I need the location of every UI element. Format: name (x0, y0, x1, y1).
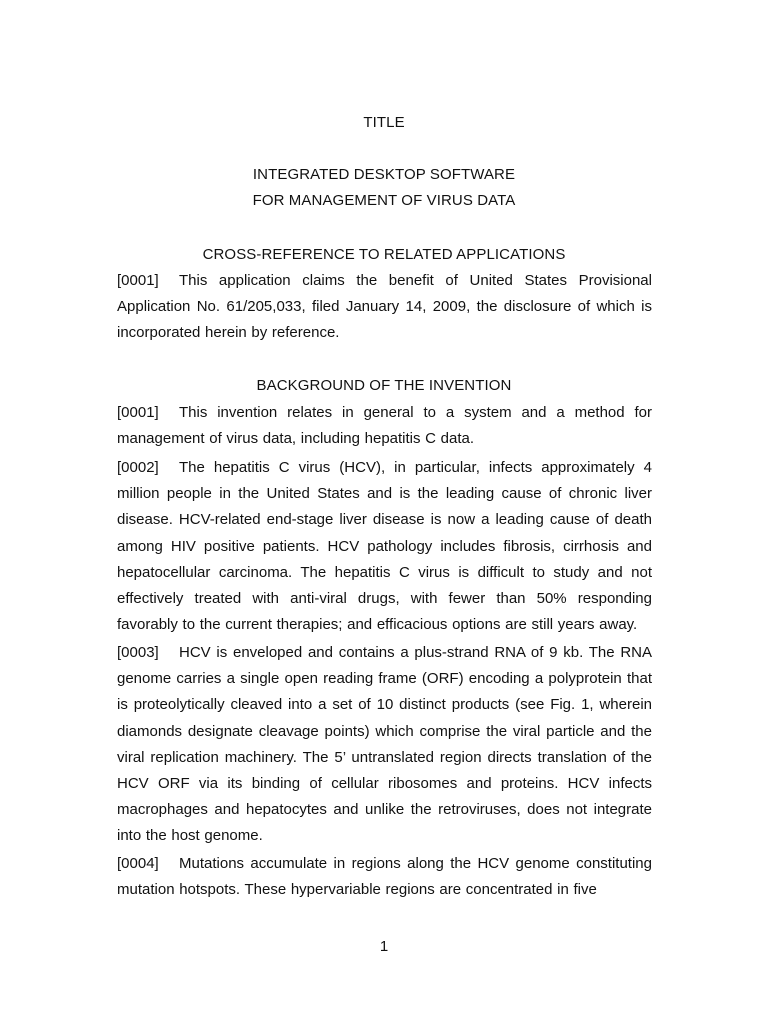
paragraph-text: Mutations accumulate in regions along the HCV genome constituting mutation hotspots. These hypervariable regions are concentrated in five (117, 855, 652, 899)
paragraph-background-0001 (117, 400, 652, 452)
paragraph-text: This application claims the benefit of United States Provisional Application No. 61/205,033, filed January 14, 2009, the disclosure of which is incorporated herein by reference. (117, 272, 652, 342)
document-heading: TITLE (363, 114, 405, 131)
paragraph-background-0002 (117, 455, 652, 638)
paragraph-text: The hepatitis C virus (HCV), in particular, infects approximately 4 million people in the United States and is the leading cause of chronic liver disease. HCV-related end-stage liver disease is now a leading cause of death among HIV positive patients. HCV pathology includes fibrosis, cirrhosis and hepatocellular carcinoma. The hepatitis C virus is difficult to study and not effectively treated with anti-viral drugs, with fewer than 50% responding favorably to the current therapies; and efficacious options are still years away. (117, 459, 652, 634)
background-heading: BACKGROUND OF THE INVENTION (256, 377, 512, 394)
title-line-2: FOR MANAGEMENT OF VIRUS DATA (252, 192, 516, 209)
paragraph-background-0004 (117, 851, 652, 903)
paragraph-number: [0001] (117, 272, 159, 289)
paragraph-number: [0003] (117, 644, 159, 661)
paragraph-text: This invention relates in general to a system and a method for management of virus data, including hepatitis C data. (117, 404, 652, 448)
paragraph-number: [0004] (117, 855, 159, 872)
paragraph-number: [0001] (117, 404, 159, 421)
title-line-1: INTEGRATED DESKTOP SOFTWARE (252, 166, 516, 183)
paragraph-cross-ref-0001 (117, 268, 652, 347)
paragraph-text: HCV is enveloped and contains a plus-strand RNA of 9 kb. The RNA genome carries a single open reading frame (ORF) encoding a polyprotein that is proteolytically cleaved into a set of 10 distinct products (see Fig. 1, wherein diamonds designate cleavage points) which comprise the viral particle and the viral replication machinery. The 5’ untranslated region directs translation of the HCV ORF via its binding of cellular ribosomes and proteins. HCV infects macrophages and hepatocytes and unlike the retroviruses, does not integrate into the host genome. (117, 644, 652, 845)
paragraph-number: [0002] (117, 459, 159, 476)
cross-reference-heading: CROSS-REFERENCE TO RELATED APPLICATIONS (202, 246, 566, 263)
page-number: 1 (379, 938, 389, 955)
paragraph-background-0003 (117, 640, 652, 850)
